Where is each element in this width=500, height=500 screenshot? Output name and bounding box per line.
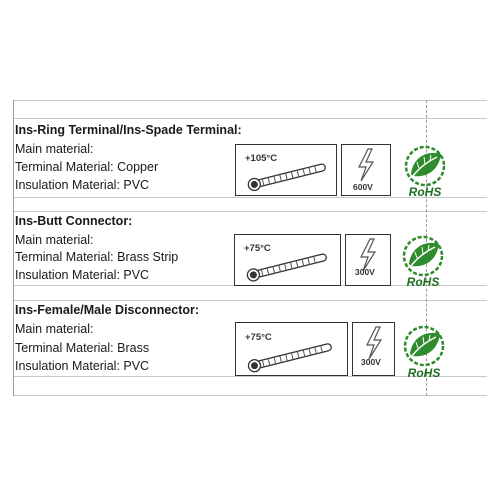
temperature-label: +105°C [245,153,278,164]
grid-line [13,300,487,301]
thermometer-icon [236,145,336,195]
temperature-panel [234,234,341,286]
temperature-label: +75°C [244,243,271,254]
section-title: Ins-Female/Male Disconnector: [15,303,200,317]
terminal-material: Terminal Material: Brass [15,341,150,355]
rohs-leaf-icon [396,322,452,380]
rohs-leaf-icon [395,234,451,290]
insulation-material: Insulation Material: PVC [15,268,150,282]
lightning-bolt-icon [353,323,394,375]
insulation-material: Insulation Material: PVC [15,359,150,373]
grid-line [13,118,487,119]
grid-line [13,211,487,212]
terminal-material: Terminal Material: Copper [15,160,159,174]
svg-text:RoHS: RoHS [408,185,442,199]
lightning-bolt-icon [346,235,390,285]
svg-text:RoHS: RoHS [406,275,440,289]
voltage-label: 600V [353,182,373,192]
thermometer-icon [235,235,340,285]
insulation-material: Insulation Material: PVC [15,178,150,192]
svg-text:RoHS: RoHS [407,366,441,380]
temperature-panel [235,322,348,376]
terminal-material: Terminal Material: Brass Strip [15,250,179,264]
main-material: Main material: [15,322,94,336]
voltage-panel [345,234,391,286]
spec-sheet [13,100,487,396]
main-material: Main material: [15,142,94,156]
thermometer-icon [236,323,347,375]
rohs-logo [397,144,453,200]
section-title: Ins-Ring Terminal/Ins-Spade Terminal: [15,123,242,137]
grid-line [13,395,487,396]
grid-line [13,100,487,101]
main-material: Main material: [15,233,94,247]
voltage-label: 300V [361,357,381,367]
voltage-panel [352,322,395,376]
voltage-label: 300V [355,267,375,277]
temperature-panel [235,144,337,196]
temperature-label: +75°C [245,332,272,343]
section-title: Ins-Butt Connector: [15,214,133,228]
rohs-logo [396,322,452,380]
grid-line [13,100,14,396]
voltage-panel [341,144,391,196]
rohs-leaf-icon [397,144,453,200]
rohs-logo [395,234,451,290]
